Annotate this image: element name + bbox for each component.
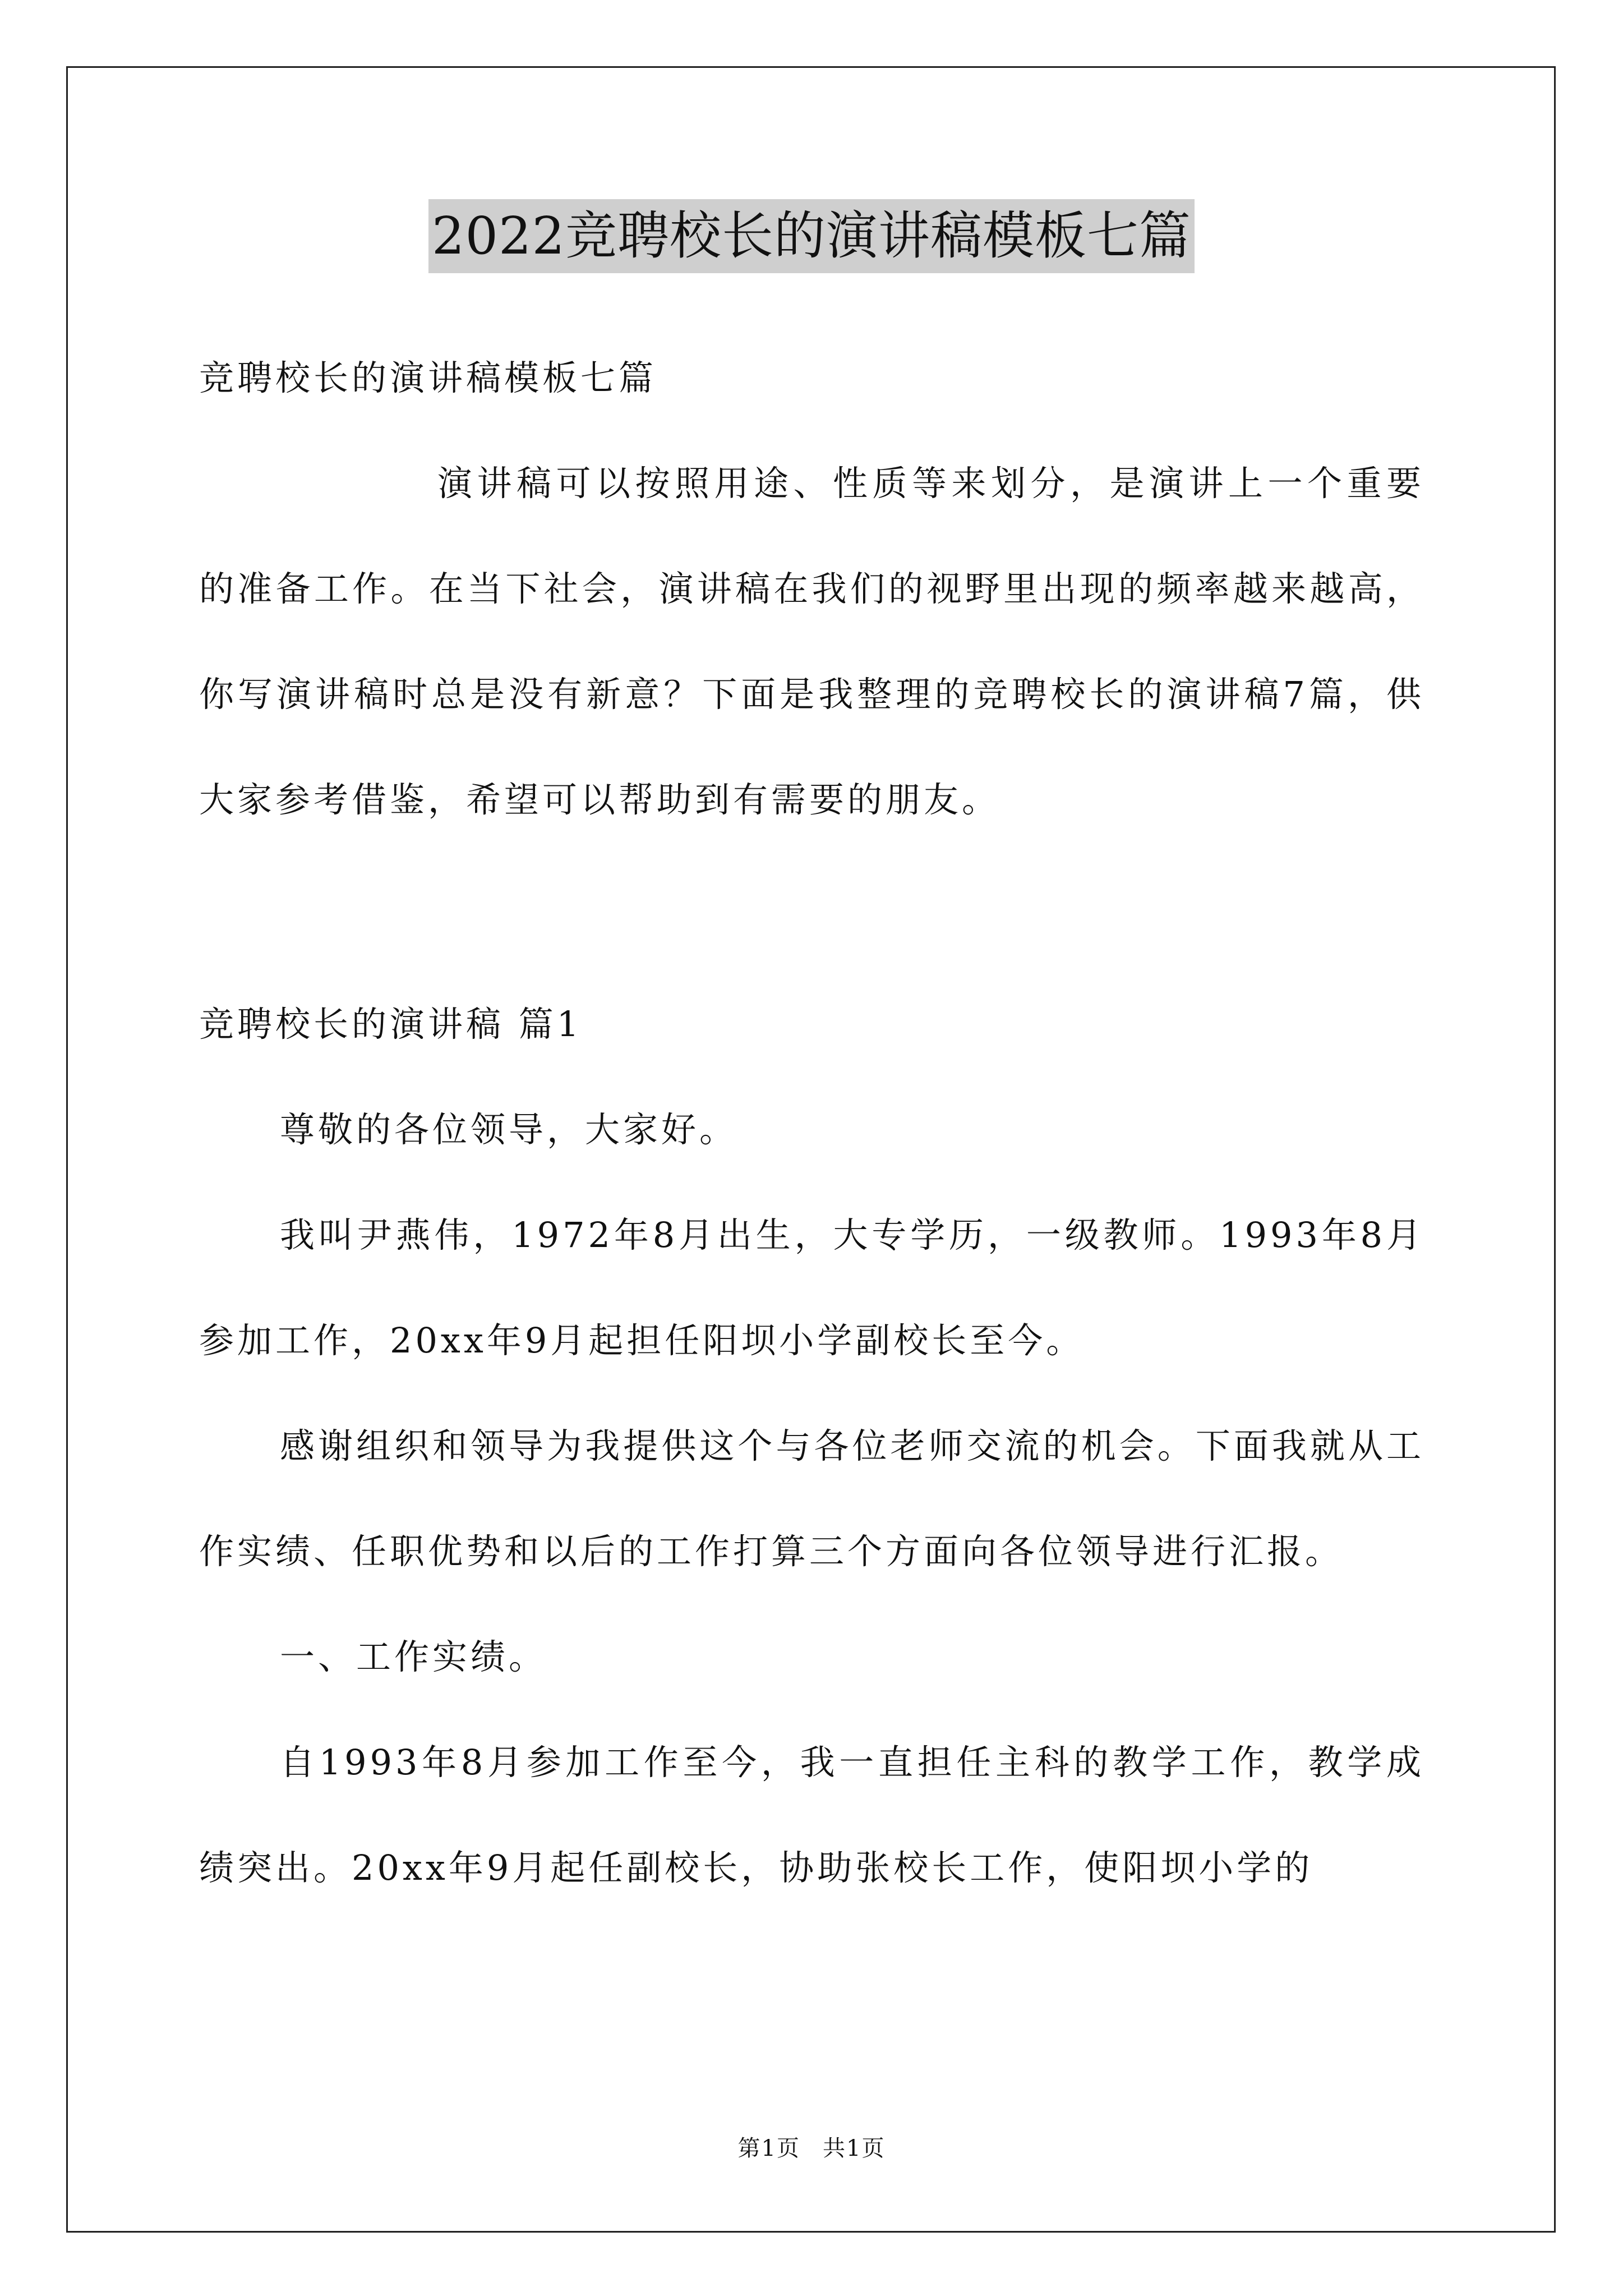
document-title: 2022竞聘校长的演讲稿模板七篇 [428,199,1195,273]
page-number: 第1页 [737,2136,800,2161]
paragraph-achievements: 自1993年8月参加工作至今，我一直担任主科的教学工作，教学成绩突出。20xx年9月起任副校长，协助张校长工作，使阳坝小学的 [199,1742,1424,1888]
title-container [0,199,1623,273]
subtitle-text: 竞聘校长的演讲稿模板七篇 [199,357,657,398]
section-heading-text: 竞聘校长的演讲稿 篇1 [199,1004,583,1045]
intro-paragraph: 演讲稿可以按照用途、性质等来划分，是演讲上一个重要的准备工作。在当下社会，演讲稿在我们的视野里出现的频率越来越高，你写演讲稿时总是没有新意？下面是我整理的竞聘校长的演讲稿7篇，供大家参考借鉴，希望可以帮助到有需要的朋友。 [199,463,1424,820]
document-subtitle [199,325,1424,431]
speech-body [199,1077,1424,1921]
page-footer [0,2132,1623,2165]
page-total: 共1页 [823,2136,886,2161]
paragraph-greeting: 尊敬的各位领导，大家好。 [280,1109,738,1150]
section-heading [199,972,1424,1077]
paragraph-self-intro: 我叫尹燕伟，1972年8月出生，大专学历，一级教师。1993年8月参加工作，20xx年9月起担任阳坝小学副校长至今。 [199,1214,1424,1361]
paragraph-thanks: 感谢组织和领导为我提供这个与各位老师交流的机会。下面我就从工作实绩、任职优势和以后的工作打算三个方面向各位领导进行汇报。 [199,1425,1424,1572]
intro-section [199,431,1424,853]
paragraph-heading-achievements: 一、工作实绩。 [280,1636,547,1677]
